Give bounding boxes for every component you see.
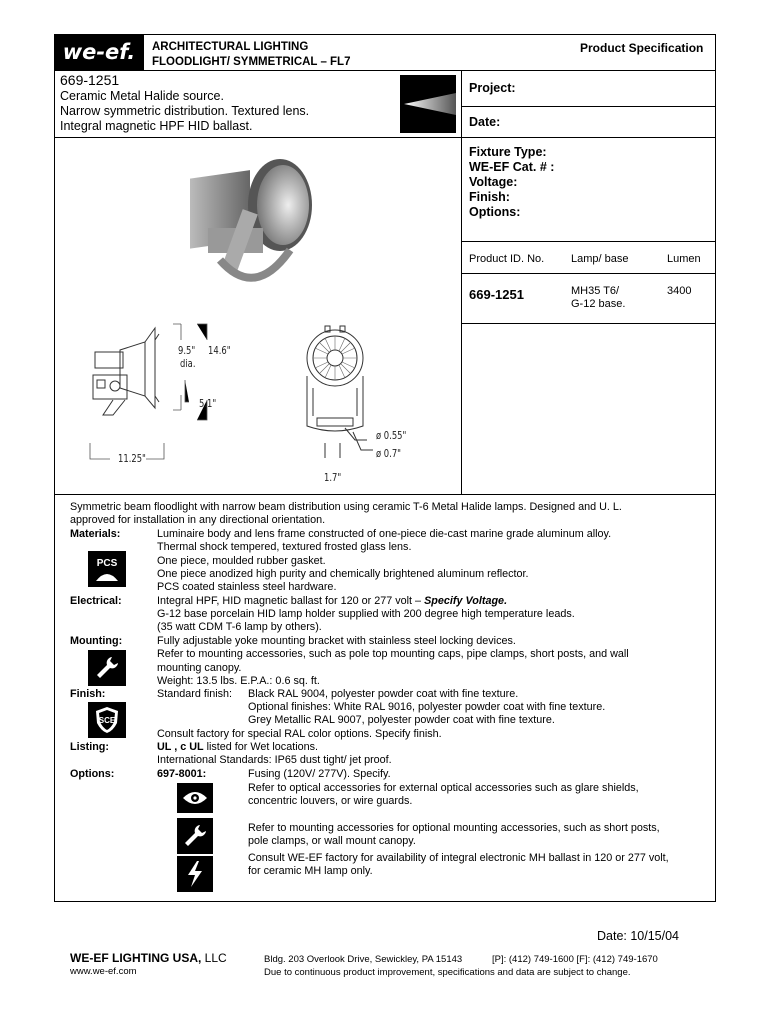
- front-view-drawing: [295, 318, 405, 468]
- product-model: 669-1251: [60, 72, 120, 88]
- table-row-lamp-2: G-12 base.: [571, 298, 626, 310]
- table-top: [461, 241, 716, 242]
- fixture-photo: [180, 150, 330, 300]
- materials-label: Materials:: [70, 528, 121, 540]
- finish-line-2: Optional finishes: White RAL 9016, polyester powder coat with fine texture.: [248, 701, 606, 713]
- company-name: WE-EF LIGHTING USA, LLC: [70, 951, 227, 965]
- materials-line: One piece, moulded rubber gasket.: [157, 554, 326, 567]
- finish-standard-label: Standard finish:: [157, 688, 233, 700]
- side-view-drawing: [85, 320, 225, 440]
- intro-line-2: approved for installation in any directional orientation.: [70, 514, 326, 526]
- dimension-slot: 1.7": [324, 472, 342, 484]
- pcs-icon: PCS: [88, 551, 126, 587]
- finish-label: Finish:: [469, 190, 510, 204]
- table-row-id: 669-1251: [469, 287, 524, 302]
- we-ef-logo: we-ef.: [54, 34, 144, 70]
- voltage-label: Voltage:: [469, 175, 518, 189]
- options-section-label: Options:: [70, 768, 115, 780]
- lightning-bolt-icon: [177, 856, 213, 892]
- dimension-height: 14.6": [208, 345, 231, 357]
- electrical-label: Electrical:: [70, 595, 122, 607]
- wrench-icon: [177, 818, 213, 854]
- table-header-lumen: Lumen: [667, 253, 701, 265]
- dimension-width: 11.25": [118, 453, 146, 465]
- dimension-hole-2: ø 0.7": [376, 448, 402, 460]
- company-address: Bldg. 203 Overlook Drive, Sewickley, PA 15143: [264, 954, 463, 965]
- listing-line-2: International Standards: IP65 dust tight/ jet proof.: [157, 754, 392, 766]
- table-header-divider: [461, 273, 716, 274]
- table-bottom: [461, 323, 716, 324]
- mounting-list: [157, 635, 629, 688]
- materials-line: PCS coated stainless steel hardware.: [157, 581, 337, 594]
- mounting-label: Mounting:: [70, 635, 123, 647]
- right-column-divider: [461, 70, 462, 494]
- wrench-icon: [88, 650, 126, 686]
- mounting-line: Refer to mounting accessories, such as pole top mounting caps, pipe clamps, short posts, and wall: [157, 648, 629, 661]
- option-line-2: Refer to optical accessories for external optical accessories such as glare shields,: [248, 782, 639, 794]
- table-header-lamp: Lamp/ base: [571, 253, 629, 265]
- disclaimer: Due to continuous product improvement, specifications and data are subject to change.: [264, 967, 631, 978]
- mounting-line: Fully adjustable yoke mounting bracket with stainless steel locking devices.: [157, 635, 516, 647]
- option-line-6: Consult WE-EF factory for availability of integral electronic MH ballast in 120 or 277 volt,: [248, 852, 669, 864]
- table-row-lumen: 3400: [667, 285, 692, 297]
- footer-date: Date: 10/15/04: [597, 929, 680, 943]
- materials-list: [157, 528, 611, 594]
- fixture-type-label: Fixture Type:: [469, 145, 547, 159]
- finish-section-label: Finish:: [70, 688, 106, 700]
- materials-line: One piece anodized high purity and chemically brightened aluminum reflector.: [157, 567, 529, 580]
- option-line-5: pole clamps, or wall mount canopy.: [248, 835, 416, 847]
- body-divider: [54, 494, 716, 495]
- option-line-3: concentric louvers, or wire guards.: [248, 795, 413, 807]
- category-line-2: FLOODLIGHT/ SYMMETRICAL – FL7: [152, 56, 351, 68]
- info-divider: [54, 137, 716, 138]
- electrical-line-1: Integral HPF, HID magnetic ballast for 120 or 277 volt – Specify Voltage.: [157, 595, 508, 607]
- option-line-4: Refer to mounting accessories for optional mounting accessories, such as short posts,: [248, 822, 660, 834]
- sce-shield-icon: SCE: [88, 702, 126, 738]
- mounting-line: mounting canopy.: [157, 661, 242, 674]
- electrical-line-3: (35 watt CDM T-6 lamp by others).: [157, 621, 322, 633]
- eye-icon: [177, 783, 213, 813]
- dimension-diameter: 9.5": [178, 345, 196, 357]
- materials-line: Thermal shock tempered, textured frosted glass lens.: [157, 541, 412, 554]
- listing-label: Listing:: [70, 741, 109, 753]
- cat-no-label: WE-EF Cat. # :: [469, 160, 555, 174]
- finish-line-1: Black RAL 9004, polyester powder coat with fine texture.: [248, 688, 519, 700]
- mounting-line: Weight: 13.5 lbs. E.P.A.: 0.6 sq. ft.: [157, 674, 320, 687]
- product-desc-3: Integral magnetic HPF HID ballast.: [60, 119, 253, 133]
- finish-line-4: Consult factory for special RAL color options. Specify finish.: [157, 728, 442, 740]
- company-website[interactable]: www.we-ef.com: [70, 966, 137, 977]
- option-line-1: Fusing (120V/ 277V). Specify.: [248, 768, 391, 780]
- header-divider: [54, 70, 716, 71]
- options-label: Options:: [469, 205, 521, 219]
- finish-line-3: Grey Metallic RAL 9007, polyester powder coat with fine texture.: [248, 714, 555, 726]
- dimension-depth: 5.1": [199, 398, 217, 410]
- product-desc-1: Ceramic Metal Halide source.: [60, 89, 224, 103]
- intro-line-1: Symmetric beam floodlight with narrow beam distribution using ceramic T-6 Metal Halide lamps. Designed and U. L.: [70, 501, 622, 513]
- listing-line-1: UL , c UL listed for Wet locations.: [157, 741, 319, 753]
- category-line-1: ARCHITECTURAL LIGHTING: [152, 41, 309, 53]
- electrical-line-2: G-12 base porcelain HID lamp holder supplied with 200 degree high temperature leads.: [157, 608, 575, 620]
- spec-label: Product Specification: [580, 41, 704, 55]
- company-phone: [P]: (412) 749-1600 [F]: (412) 749-1670: [492, 954, 658, 965]
- table-header-id: Product ID. No.: [469, 253, 545, 265]
- beam-distribution-icon: [400, 75, 456, 133]
- dimension-hole-1: ø 0.55": [376, 430, 407, 442]
- product-desc-2: Narrow symmetric distribution. Textured lens.: [60, 104, 310, 118]
- project-divider: [461, 106, 716, 107]
- option-code: 697-8001:: [157, 768, 207, 780]
- dimension-dia-label: dia.: [180, 358, 196, 370]
- project-label: Project:: [469, 81, 516, 95]
- option-line-7: for ceramic MH lamp only.: [248, 865, 373, 877]
- table-row-lamp-1: MH35 T6/: [571, 285, 620, 297]
- date-label: Date:: [469, 115, 501, 129]
- materials-line: Luminaire body and lens frame constructed of one-piece die-cast marine grade aluminum alloy.: [157, 528, 612, 540]
